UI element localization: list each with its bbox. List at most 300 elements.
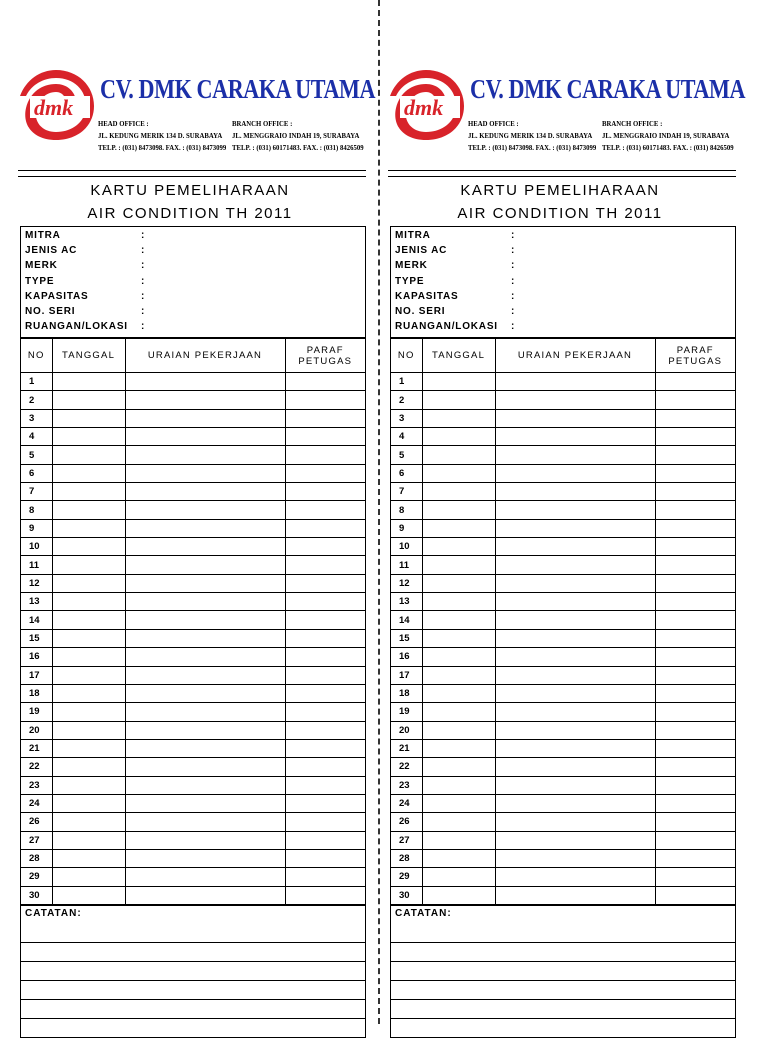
row-number: 17 [21,666,52,684]
signature-cell[interactable] [655,831,735,849]
signature-cell[interactable] [655,373,735,391]
description-cell[interactable] [125,611,285,629]
signature-cell[interactable] [655,428,735,446]
table-row [391,538,735,556]
signature-cell[interactable] [655,684,735,702]
date-cell[interactable] [422,501,495,519]
signature-cell[interactable] [285,666,365,684]
info-field-colon: : [141,305,146,317]
signature-cell[interactable] [285,703,365,721]
table-row [391,391,735,409]
notes-line[interactable] [391,961,735,980]
row-number: 6 [21,464,52,482]
description-cell[interactable] [125,666,285,684]
table-row [391,501,735,519]
info-section [21,227,365,338]
date-cell[interactable] [422,428,495,446]
description-cell[interactable] [495,483,655,501]
row-number: 24 [21,794,52,812]
signature-cell[interactable] [655,556,735,574]
description-cell[interactable] [495,593,655,611]
info-field-colon: : [511,260,516,272]
row-number: 29 [21,868,52,886]
notes-line[interactable] [391,1018,735,1037]
info-field[interactable] [25,230,361,245]
description-cell[interactable] [125,886,285,904]
signature-cell[interactable] [655,464,735,482]
table-row [21,849,365,867]
table-row [21,593,365,611]
date-cell[interactable] [52,483,125,501]
table-row [21,813,365,831]
row-number: 26 [391,813,422,831]
description-cell[interactable] [125,593,285,611]
signature-cell[interactable] [655,666,735,684]
signature-cell[interactable] [655,721,735,739]
signature-cell[interactable] [655,703,735,721]
date-cell[interactable] [52,648,125,666]
row-number: 10 [391,538,422,556]
signature-cell[interactable] [285,886,365,904]
notes-line[interactable] [21,942,365,961]
description-cell[interactable] [125,739,285,757]
info-field-label: TYPE [25,275,55,287]
date-cell[interactable] [422,886,495,904]
description-cell[interactable] [495,501,655,519]
description-cell[interactable] [495,373,655,391]
description-cell[interactable] [495,391,655,409]
description-cell[interactable] [495,629,655,647]
description-cell[interactable] [125,794,285,812]
info-field[interactable] [25,276,361,291]
table-row [21,831,365,849]
date-cell[interactable] [422,813,495,831]
description-cell[interactable] [125,776,285,794]
notes-line[interactable] [21,980,365,999]
notes-line[interactable] [21,1018,365,1037]
date-cell[interactable] [422,684,495,702]
signature-cell[interactable] [285,648,365,666]
date-cell[interactable] [422,483,495,501]
signature-cell[interactable] [285,519,365,537]
row-number: 8 [391,501,422,519]
description-cell[interactable] [125,428,285,446]
info-field-colon: : [141,290,146,302]
signature-cell[interactable] [285,409,365,427]
date-cell[interactable] [422,831,495,849]
signature-cell[interactable] [285,373,365,391]
date-cell[interactable] [422,721,495,739]
row-number: 27 [391,831,422,849]
description-cell[interactable] [125,684,285,702]
signature-cell[interactable] [285,684,365,702]
date-cell[interactable] [422,794,495,812]
row-number: 27 [21,831,52,849]
table-row [391,794,735,812]
date-cell[interactable] [422,739,495,757]
signature-cell[interactable] [655,849,735,867]
head-office-address: JL. KEDUNG MERIK 134 D. SURABAYA [98,131,223,140]
notes-line[interactable] [391,924,735,942]
description-cell[interactable] [125,849,285,867]
signature-cell[interactable] [285,739,365,757]
description-cell[interactable] [125,831,285,849]
header-signature-line2: PETUGAS [298,355,353,367]
notes-line[interactable] [21,961,365,980]
date-cell[interactable] [52,574,125,592]
row-number: 9 [391,519,422,537]
date-cell[interactable] [422,593,495,611]
date-cell[interactable] [52,556,125,574]
table-row [21,721,365,739]
branch-office-block [232,118,378,154]
date-cell[interactable] [422,409,495,427]
description-cell[interactable] [495,556,655,574]
description-cell[interactable] [125,501,285,519]
signature-cell[interactable] [655,648,735,666]
date-cell[interactable] [52,373,125,391]
date-cell[interactable] [52,776,125,794]
table-row [391,574,735,592]
date-cell[interactable] [52,813,125,831]
table-row [21,446,365,464]
table-row [21,868,365,886]
description-cell[interactable] [495,648,655,666]
signature-cell[interactable] [285,593,365,611]
header-signature-line2: PETUGAS [668,355,723,367]
company-logo [386,66,466,142]
description-cell[interactable] [125,629,285,647]
form-box [390,226,736,1038]
info-field-label: MERK [25,260,58,272]
table-row [21,758,365,776]
signature-cell[interactable] [285,391,365,409]
description-cell[interactable] [125,519,285,537]
signature-cell[interactable] [285,868,365,886]
description-cell[interactable] [125,574,285,592]
description-cell[interactable] [495,721,655,739]
date-cell[interactable] [422,464,495,482]
table-row [391,886,735,904]
signature-cell[interactable] [655,483,735,501]
signature-cell[interactable] [655,409,735,427]
notes-line[interactable] [391,999,735,1018]
info-field-colon: : [141,245,146,257]
info-field[interactable] [25,245,361,260]
description-cell[interactable] [495,684,655,702]
date-cell[interactable] [422,519,495,537]
description-cell[interactable] [125,446,285,464]
description-cell[interactable] [495,611,655,629]
description-cell[interactable] [125,813,285,831]
row-number: 12 [391,574,422,592]
header-date: TANGGAL [52,339,125,373]
date-cell[interactable] [52,593,125,611]
log-rows [391,373,735,905]
signature-cell[interactable] [285,574,365,592]
signature-cell[interactable] [655,519,735,537]
signature-cell[interactable] [655,813,735,831]
description-cell[interactable] [495,886,655,904]
header-signature [655,339,735,373]
description-cell[interactable] [495,409,655,427]
date-cell[interactable] [52,831,125,849]
header-divider [18,176,366,177]
date-cell[interactable] [52,758,125,776]
header-divider [18,170,366,171]
header-divider [388,170,736,171]
notes-line[interactable] [391,942,735,961]
table-row [21,464,365,482]
date-cell[interactable] [52,611,125,629]
date-cell[interactable] [422,758,495,776]
info-field[interactable] [25,291,361,306]
description-cell[interactable] [125,538,285,556]
branch-office-phone: TELP. : (031) 60171483. FAX. : (031) 8426509 [602,143,734,152]
table-row [21,574,365,592]
header-signature [285,339,365,373]
info-field[interactable] [395,291,731,306]
description-cell[interactable] [495,703,655,721]
date-cell[interactable] [52,886,125,904]
notes-label: CATATAN: [395,907,452,919]
row-number: 3 [391,409,422,427]
signature-cell[interactable] [655,794,735,812]
description-cell[interactable] [125,758,285,776]
info-field-label: NO. SERI [25,305,76,317]
table-row [391,739,735,757]
signature-cell[interactable] [285,464,365,482]
table-row [391,556,735,574]
row-number: 10 [21,538,52,556]
signature-cell[interactable] [655,446,735,464]
table-row [21,373,365,391]
row-number: 8 [21,501,52,519]
date-cell[interactable] [422,373,495,391]
table-row [21,556,365,574]
info-field[interactable] [395,260,731,275]
signature-cell[interactable] [285,813,365,831]
table-row [21,409,365,427]
table-row [391,373,735,391]
info-field[interactable] [25,306,361,321]
signature-cell[interactable] [285,794,365,812]
date-cell[interactable] [422,611,495,629]
date-cell[interactable] [422,446,495,464]
signature-cell[interactable] [655,776,735,794]
row-number: 7 [391,483,422,501]
date-cell[interactable] [52,794,125,812]
description-cell[interactable] [495,849,655,867]
description-cell[interactable] [495,446,655,464]
description-cell[interactable] [125,556,285,574]
date-cell[interactable] [52,464,125,482]
signature-cell[interactable] [655,868,735,886]
description-cell[interactable] [495,868,655,886]
table-row [391,464,735,482]
signature-cell[interactable] [655,391,735,409]
row-number: 22 [21,758,52,776]
table-row [391,721,735,739]
header-description: URAIAN PEKERJAAN [125,339,285,373]
date-cell[interactable] [422,703,495,721]
date-cell[interactable] [52,739,125,757]
notes-line[interactable] [21,999,365,1018]
notes-line[interactable] [391,980,735,999]
head-office-phone: TELP. : (031) 8473098. FAX. : (031) 8473099 [468,143,597,152]
card-subtitle: AIR CONDITION TH 2011 [87,205,293,222]
description-cell[interactable] [125,721,285,739]
row-number: 11 [21,556,52,574]
signature-cell[interactable] [655,739,735,757]
date-cell[interactable] [52,629,125,647]
date-cell[interactable] [52,721,125,739]
signature-cell[interactable] [285,501,365,519]
date-cell[interactable] [52,703,125,721]
head-office-block [98,118,241,154]
date-cell[interactable] [422,648,495,666]
signature-cell[interactable] [655,574,735,592]
description-cell[interactable] [125,373,285,391]
date-cell[interactable] [422,556,495,574]
branch-office-block [602,118,748,154]
info-field-label: JENIS AC [395,245,448,257]
signature-cell[interactable] [655,593,735,611]
description-cell[interactable] [495,776,655,794]
notes-line[interactable] [21,924,365,942]
date-cell[interactable] [52,428,125,446]
info-field[interactable] [395,321,731,336]
cut-line [378,0,380,1024]
info-field-label: JENIS AC [25,245,78,257]
table-row [391,831,735,849]
table-row [21,519,365,537]
description-cell[interactable] [495,666,655,684]
company-name: CV. DMK CARAKA UTAMA [100,74,376,104]
date-cell[interactable] [422,849,495,867]
signature-cell[interactable] [285,629,365,647]
date-cell[interactable] [52,666,125,684]
description-cell[interactable] [495,538,655,556]
description-cell[interactable] [495,574,655,592]
description-cell[interactable] [125,868,285,886]
description-cell[interactable] [495,794,655,812]
row-number: 11 [391,556,422,574]
info-field-colon: : [511,305,516,317]
date-cell[interactable] [422,666,495,684]
log-rows [21,373,365,905]
notes-section [391,905,735,1037]
date-cell[interactable] [422,574,495,592]
description-cell[interactable] [125,483,285,501]
date-cell[interactable] [52,868,125,886]
signature-cell[interactable] [285,758,365,776]
date-cell[interactable] [422,868,495,886]
date-cell[interactable] [52,501,125,519]
date-cell[interactable] [422,538,495,556]
info-field[interactable] [395,306,731,321]
info-field[interactable] [395,276,731,291]
date-cell[interactable] [52,849,125,867]
description-cell[interactable] [125,391,285,409]
date-cell[interactable] [52,446,125,464]
table-row [21,483,365,501]
info-field-label: MERK [395,260,428,272]
signature-cell[interactable] [285,849,365,867]
description-cell[interactable] [495,813,655,831]
date-cell[interactable] [52,409,125,427]
row-number: 5 [21,446,52,464]
description-cell[interactable] [495,519,655,537]
description-cell[interactable] [495,831,655,849]
date-cell[interactable] [52,391,125,409]
description-cell[interactable] [125,409,285,427]
table-row [391,519,735,537]
info-field[interactable] [25,260,361,275]
table-row [21,684,365,702]
row-number: 1 [21,373,52,391]
branch-office-address: JL. MENGGRAIO INDAH 19, SURABAYA [602,131,730,140]
table-row [21,538,365,556]
row-number: 5 [391,446,422,464]
head-office-phone: TELP. : (031) 8473098. FAX. : (031) 8473099 [98,143,227,152]
signature-cell[interactable] [285,831,365,849]
description-cell[interactable] [495,464,655,482]
signature-cell[interactable] [285,483,365,501]
row-number: 26 [21,813,52,831]
signature-cell[interactable] [655,886,735,904]
row-number: 9 [21,519,52,537]
description-cell[interactable] [495,758,655,776]
info-field-colon: : [141,230,146,241]
signature-cell[interactable] [285,611,365,629]
date-cell[interactable] [422,391,495,409]
maintenance-log-table [21,338,365,905]
description-cell[interactable] [125,703,285,721]
date-cell[interactable] [422,776,495,794]
signature-cell[interactable] [285,556,365,574]
row-number: 18 [21,684,52,702]
info-field[interactable] [395,230,731,245]
date-cell[interactable] [52,684,125,702]
card-subtitle: AIR CONDITION TH 2011 [457,205,663,222]
date-cell[interactable] [52,538,125,556]
date-cell[interactable] [422,629,495,647]
signature-cell[interactable] [285,721,365,739]
date-cell[interactable] [52,519,125,537]
row-number: 3 [21,409,52,427]
signature-cell[interactable] [285,428,365,446]
signature-cell[interactable] [655,501,735,519]
header-date: TANGGAL [422,339,495,373]
signature-cell[interactable] [655,629,735,647]
info-field[interactable] [395,245,731,260]
table-row [21,794,365,812]
signature-cell[interactable] [285,446,365,464]
description-cell[interactable] [495,739,655,757]
description-cell[interactable] [495,428,655,446]
description-cell[interactable] [125,464,285,482]
signature-cell[interactable] [655,611,735,629]
info-field-colon: : [511,245,516,257]
signature-cell[interactable] [285,538,365,556]
signature-cell[interactable] [655,538,735,556]
signature-cell[interactable] [285,776,365,794]
signature-cell[interactable] [655,758,735,776]
row-number: 14 [21,611,52,629]
description-cell[interactable] [125,648,285,666]
info-field[interactable] [25,321,361,336]
